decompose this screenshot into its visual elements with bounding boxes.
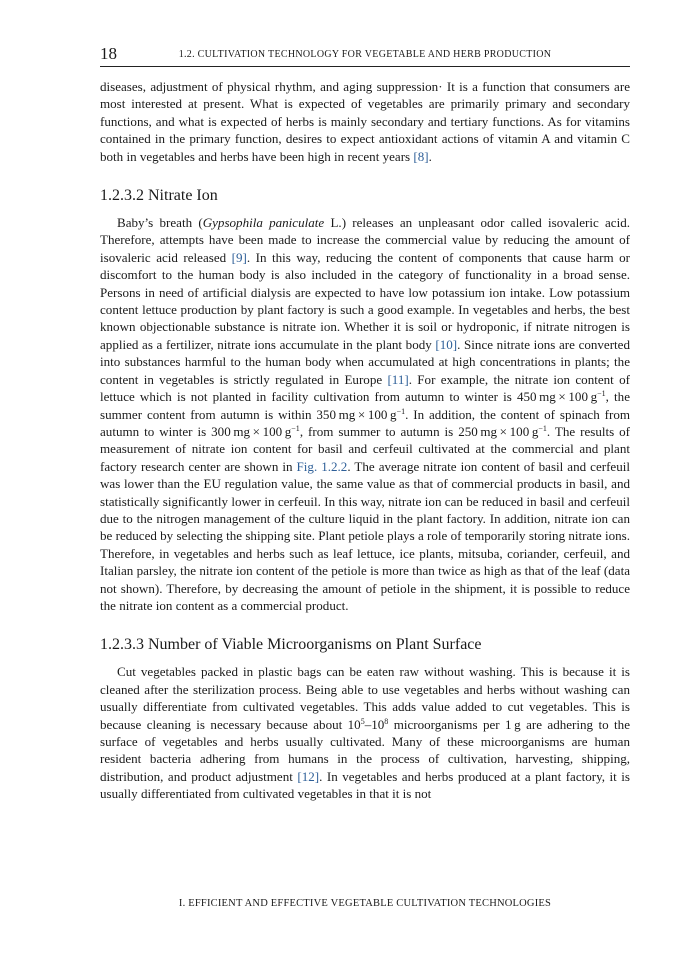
citation-link-9[interactable]: [9] [231,249,247,265]
intro-paragraph: diseases, adjustment of physical rhythm, and aging suppression· It is a function that consumers are most interested at present. What is expected of vegetables are primarily primary and secondary functions, and what is expected of herbs is mainly secondary and tertiary functions. As for vitamins contained in the primary function, desires to expect antioxidant actions of vitamin A and vitamin C both in vegetables and herbs have been high in recent years [8]. [100,79,630,164]
microorganisms-paragraph: Cut vegetables packed in plastic bags can be eaten raw without washing. This is because it is cleaned after the sterilization process. Being able to use vegetables and herbs without washing can usually differentiate from cultivated vegetables. This adds value added to cut vegetables. This is because cleaning is necessary because about $10^5-10^8$ microorganisms per 1 g are adhering to the surface of vegetables and herbs usually cultivated. Many of these microorganisms are human resident bacteria adhering from humans in the process of cultivation, harvesting, shipping, distribution, and product adjustment [12]. In vegetables and herbs produced at a plant factory, it is usually differentiated from cultivated vegetables in that it is not [100,664,630,802]
nitrate-paragraph: Baby’s breath (Gypsophila paniculate L.) releases an unpleasant odor called isovaleric acid. Therefore, attempts have been made to increase the commercial value by reducing the amount of isovaleric acid released [9]. In this way, reducing the content of components that cause harm or discomfort to the human body is also included in the category of functionality in a broad sense. Persons in need of artificial dialysis are expected to have low potassium ion intake. Low potassium content lettuce production by plant factory is such a good example. In vegetables and herbs, the best known objectionable substance is nitrate ion. Whether it is soil or hydroponic, if nitrate nitrogen is applied as a fertilizer, nitrate ions accumulate in the plant body [10]. Since nitrate ions are converted into substances harmful to the human body when accumulated at high concentrations in plants; the content in vegetables is strictly regulated in Europe [11]. For example, the nitrate ion content of lettuce which is not planted in facility cultivation from autumn to winter is 450 mg × 100 $g^{-1}$, the summer content from autumn is within 350 mg × 100 $g^{-1}$. In addition, the content of spinach from autumn to winter is 300 mg × 100 $g^{-1}$, from summer to autumn is 250 mg × 100 $g^{-1}$. The results of measurement of nitrate ion content for basil and cerfeuil cultivated at the commercial and plant factory research center are shown in Fig. 1.2.2. The average nitrate ion content of basil and cerfeuil was lower than the EU regulation value, the same value as that of commercial products in basil, and statistically significantly lower in cerfeuil. In this way, nitrate ion can be reduced in basil and cerfeuil due to the nitrogen management of the culture liquid in the plant factory. In addition, nitrate ion can be reduced by selecting the shipping site. Plant petiole plays a role of temporarily storing nitrate ions. Therefore, in vegetables and herbs such as leaf lettuce, ice plants, mitsuba, coriander, cerfeuil, and Italian parsley, the nitrate ion content of the petiole is more than twice as high as that of the leaf (data not shown). Therefore, by decreasing the amount of petiole in the shipment, it is possible to reduce the nitrate ion content as a commercial product. [100,215,630,613]
superscript: 5 [360,716,365,726]
citation-link-8[interactable]: [8] [413,148,429,164]
header-rule [100,66,630,67]
main-text [100,78,630,803]
page-number: 18 [100,44,117,63]
citation-link-11[interactable]: [11] [387,371,409,387]
superscript: −1 [396,406,406,416]
superscript: 8 [384,716,389,726]
superscript: −1 [291,423,300,433]
figure-link[interactable]: Fig. 1.2.2 [296,458,348,474]
superscript: −1 [597,389,606,399]
section-heading-microorganisms: 1.2.3.3 Number of Viable Microorganisms on Plant Surface [100,636,482,654]
species-name: Gypsophila paniculate [202,215,325,231]
superscript: −1 [538,423,547,433]
citation-link-10[interactable]: [10] [435,336,458,352]
section-heading-nitrate-ion: 1.2.3.2 Nitrate Ion [100,187,218,205]
middle-dot: · [438,79,443,94]
page-footer: I. EFFICIENT AND EFFECTIVE VEGETABLE CULTIVATION TECHNOLOGIES [178,898,552,909]
running-head: 1.2. CULTIVATION TECHNOLOGY FOR VEGETABLE AND HERB PRODUCTION [178,49,552,60]
page-header [100,44,630,66]
citation-link-12[interactable]: [12] [297,768,320,784]
